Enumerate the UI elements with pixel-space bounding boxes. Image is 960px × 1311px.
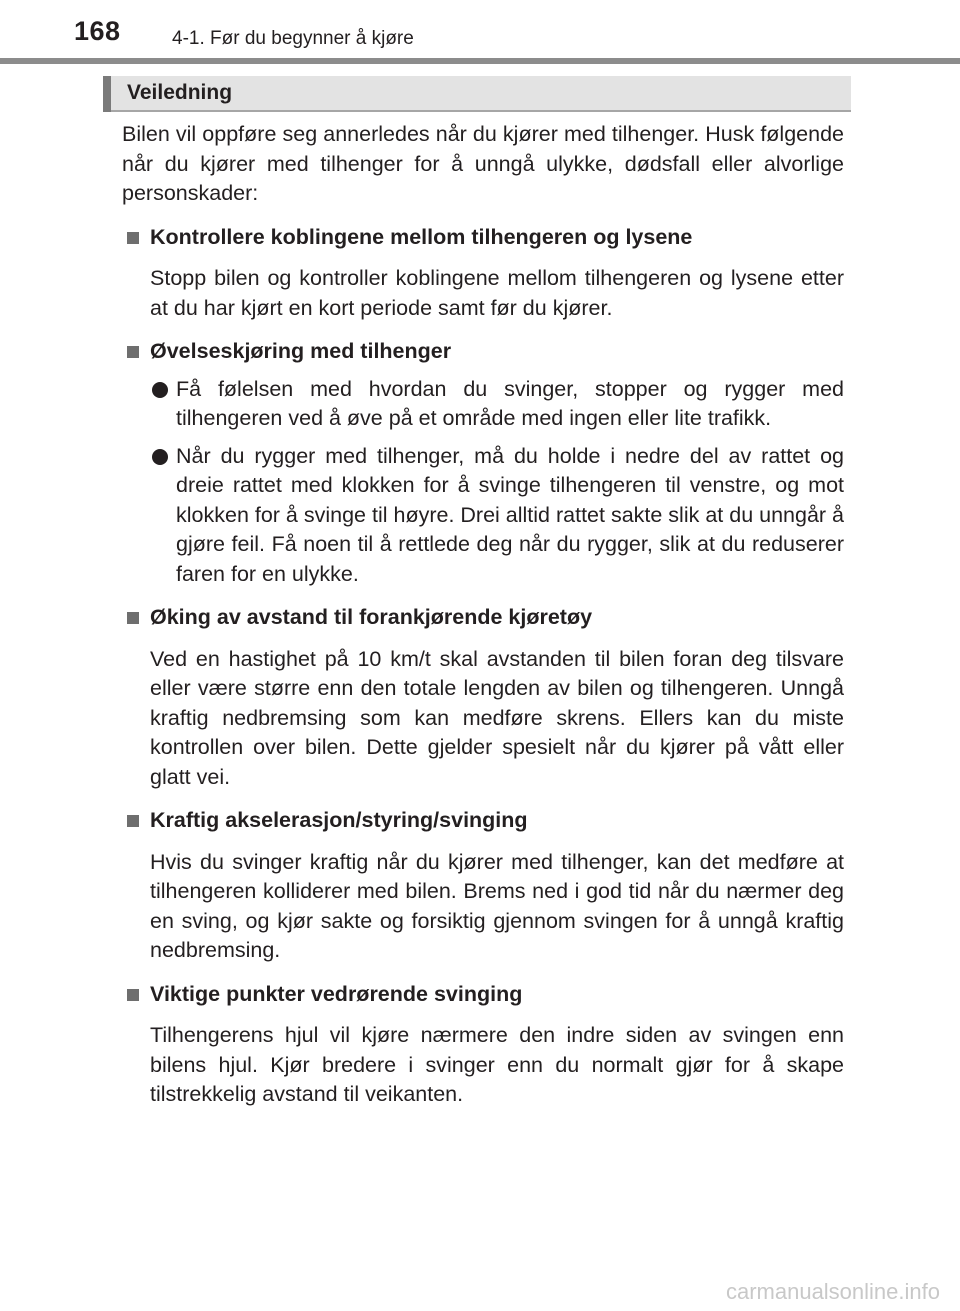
- topic-heading: [122, 337, 844, 367]
- topic-text: Ved en hastighet på 10 km/t skal avstanden til bilen foran deg tilsvare eller være større enn den totale lengden av bilen og tilhengeren. Unngå kraftig nedbremsing som kan medføre skrens. Ellers kan du miste kontrollen over bilen. Dette gjelder spesielt når du kjører på vått eller glatt vei.: [150, 646, 844, 789]
- section-title: Veiledning: [127, 81, 233, 104]
- bullet-text: Når du rygger med tilhenger, må du holde i nedre del av rattet og dreie rattet med klokken for å svinge tilhengeren til venstre, og mot klokken for å svinge til høyre. Drei alltid rattet sakte slik at du unngår å gjøre feil. Få noen til å rettlede deg når du rygger, slik at du reduserer faren for en ulykke.: [176, 443, 845, 586]
- section-bar: [103, 76, 111, 112]
- bullet-text: Få følelsen med hvordan du svinger, stopper og rygger med tilhengeren ved å øve på et område med ingen eller lite trafikk.: [176, 376, 844, 430]
- square-bullet-icon: [127, 815, 139, 827]
- topic-text: Hvis du svinger kraftig når du kjører med tilhenger, kan det medføre at tilhengeren kolliderer med bilen. Brems ned i god tid når du nærmer deg en sving, og kjør sakte og forsiktig gjennom svingen for å unngå kraftig nedbremsing.: [150, 849, 844, 962]
- topic-heading: [122, 603, 844, 633]
- header-rule: [0, 58, 960, 64]
- round-bullet-icon: [152, 382, 168, 398]
- topic-heading-text: Kraftig akselerasjon/styring/svinging: [150, 808, 528, 832]
- topic-text: Tilhengerens hjul vil kjøre nærmere den indre siden av svingen enn bilens hjul. Kjør bredere i svinger enn du normalt gjør for å skape tilstrekkelig avstand til veikanten.: [150, 1023, 844, 1106]
- square-bullet-icon: [127, 989, 139, 1001]
- topic-heading: [122, 223, 844, 253]
- bullet-item: [122, 375, 844, 434]
- topic-heading-text: Øvelseskjøring med tilhenger: [150, 339, 452, 363]
- page-number: 168: [74, 16, 121, 46]
- round-bullet-icon: [152, 449, 168, 465]
- topic-heading: [122, 806, 844, 836]
- topic-heading-text: Øking av avstand til forankjørende kjøretøy: [150, 605, 593, 629]
- bullet-item: [122, 442, 844, 590]
- square-bullet-icon: [127, 612, 139, 624]
- topic-heading: [122, 980, 844, 1010]
- square-bullet-icon: [127, 232, 139, 244]
- square-bullet-icon: [127, 346, 139, 358]
- section-heading-box: [103, 76, 851, 112]
- topic-text: Stopp bilen og kontroller koblingene mellom tilhengeren og lysene etter at du har kjørt en kort periode samt før du kjører.: [150, 266, 844, 320]
- chapter-title: 4-1. Før du begynner å kjøre: [172, 28, 414, 49]
- body-content: [122, 120, 844, 1110]
- topic-heading-text: Kontrollere koblingene mellom tilhengeren og lysene: [150, 224, 693, 249]
- topic-heading-text: Viktige punkter vedrørende svinging: [150, 981, 523, 1006]
- watermark: carmanualsonline.info: [725, 1279, 940, 1304]
- intro-paragraph: Bilen vil oppføre seg annerledes når du kjører med tilhenger. Husk følgende når du kjører med tilhenger for å unngå ulykke, dødsfall eller alvorlige personskader:: [122, 122, 844, 205]
